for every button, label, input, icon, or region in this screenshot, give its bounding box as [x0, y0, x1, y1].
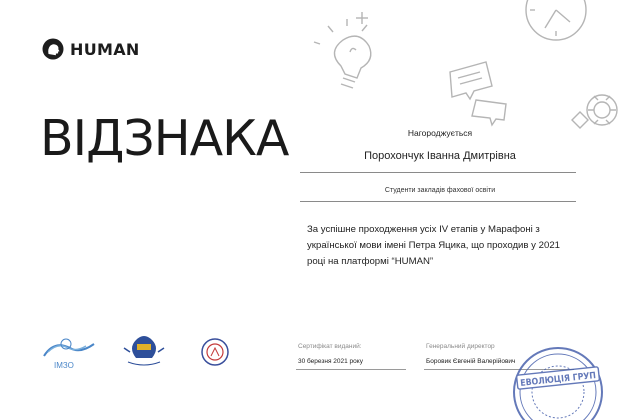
award-description: За успішне проходження усіх IV етапів у Марафоні з української мови імені Петра Яцика, що проходив у 2021 році на платформі “HUMAN” [307, 224, 560, 267]
stamp-text: ЕВОЛЮЦІЯ ГРУП [519, 369, 608, 389]
recipient-name: Порохончук Іванна Дмитрівна [364, 150, 516, 162]
issued-label: Сертифікат виданий: [298, 343, 362, 350]
director-label: Генеральний директор [426, 343, 495, 350]
issued-date: 30 березня 2021 року [298, 358, 363, 365]
brand-name: HUMAN [70, 39, 140, 59]
director-name: Боровик Євгеній Валерійович [426, 358, 516, 365]
recipient-category: Студенти закладів фахової освіти [384, 187, 496, 194]
awarded-label: Нагороджується [407, 128, 473, 138]
certificate-title: ВІДЗНАКА [40, 110, 289, 167]
imzo-label: ІМЗО [54, 361, 74, 370]
